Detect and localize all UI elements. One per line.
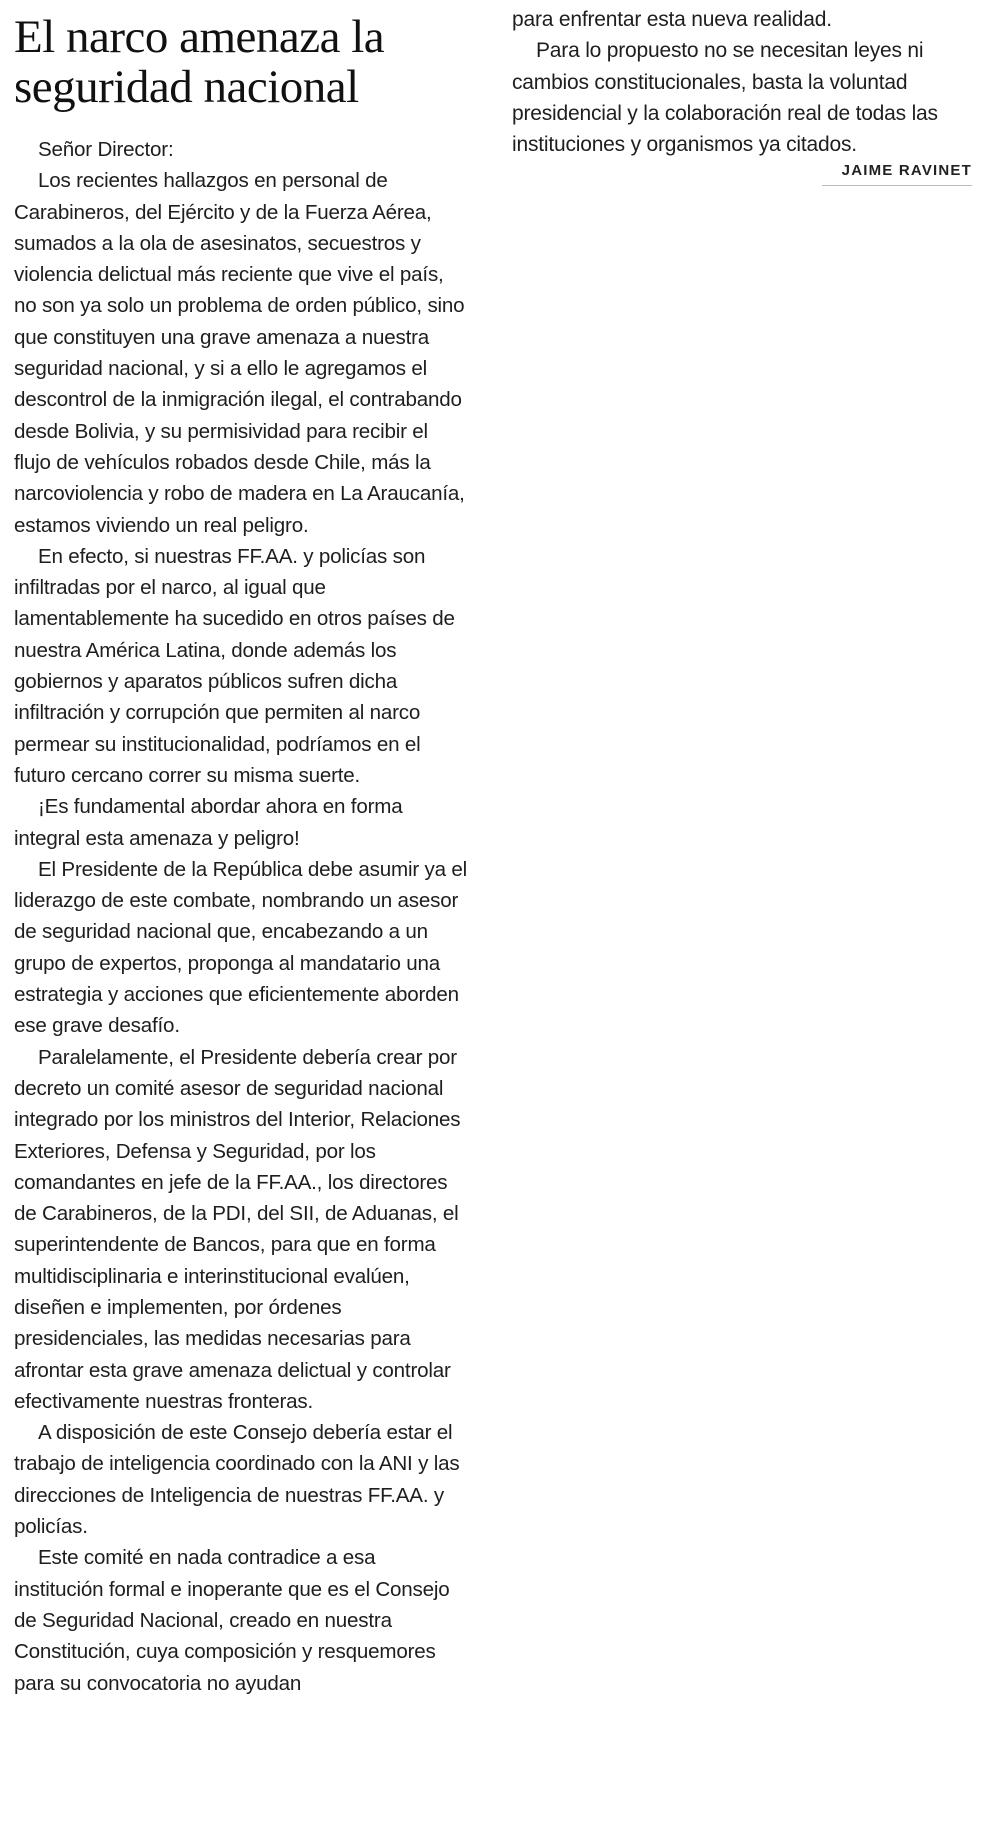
- paragraph: El Presidente de la República debe asumir ya el liderazgo de este combate, nombrando un asesor de seguridad nacional que, encabezando a un grupo de expertos, proponga al mandatario una estrategia y acciones que eficientemente aborden ese grave desafío.: [14, 857, 468, 1038]
- closing-paragraph: Para lo propuesto no se necesitan leyes ni cambios constitucionales, basta la voluntad presidencial y la colaboración real de todas las instituciones y organismos ya citados.: [512, 39, 938, 157]
- author-signature: JAIME RAVINET: [822, 162, 972, 186]
- letter-body-continued: [512, 4, 972, 160]
- headline: El narco amenaza la seguridad nacional: [14, 11, 385, 113]
- paragraph: A disposición de este Consejo debería estar el trabajo de inteligencia coordinado con la ANI y las direcciones de Inteligencia de nuestras FF.AA. y policías.: [14, 1421, 460, 1539]
- paragraph: ¡Es fundamental abordar ahora en forma integral esta amenaza y peligro!: [14, 795, 403, 850]
- letter-body: [14, 134, 469, 1699]
- signature-block: [512, 162, 972, 186]
- paragraph-continuation: para enfrentar esta nueva realidad.: [512, 8, 832, 31]
- left-column: [14, 12, 469, 1699]
- paragraph: Este comité en nada contradice a esa institución formal e inoperante que es el Consejo de Seguridad Nacional, creado en nuestra Constitución, cuya composición y resquemores para su convocatoria no ayudan: [14, 1546, 450, 1695]
- salutation: Señor Director:: [38, 138, 174, 161]
- paragraph: En efecto, si nuestras FF.AA. y policías son infiltradas por el narco, al igual que lamentablemente ha sucedido en otros países de nuestra América Latina, donde además los gobiernos y aparatos públicos sufren dicha infiltración y corrupción que permiten al narco permear su institucionalidad, podríamos en el futuro cercano correr su misma suerte.: [14, 544, 455, 787]
- right-column: [512, 4, 972, 186]
- paragraph: Paralelamente, el Presidente debería crear por decreto un comité asesor de seguridad nacional integrado por los ministros del Interior, Relaciones Exteriores, Defensa y Seguridad, por los comandantes en jefe de la FF.AA., los directores de Carabineros, de la PDI, del SII, de Aduanas, el superintendente de Bancos, para que en forma multidisciplinaria e interinstitucional evalúen, diseñen e implementen, por órdenes presidenciales, las medidas necesarias para afrontar esta grave amenaza delictual y controlar efectivamente nuestras fronteras.: [14, 1045, 461, 1413]
- paragraph: Los recientes hallazgos en personal de Carabineros, del Ejército y de la Fuerza Aérea, sumados a la ola de asesinatos, secuestros y violencia delictual más reciente que vive el país, no son ya solo un problema de orden público, sino que constituyen una grave amenaza a nuestra seguridad nacional, y si a ello le agregamos el descontrol de la inmigración ilegal, el contrabando desde Bolivia, y su permisividad para recibir el flujo de vehículos robados desde Chile, más la narcoviolencia y robo de madera en La Araucanía, estamos viviendo un real peligro.: [14, 169, 465, 537]
